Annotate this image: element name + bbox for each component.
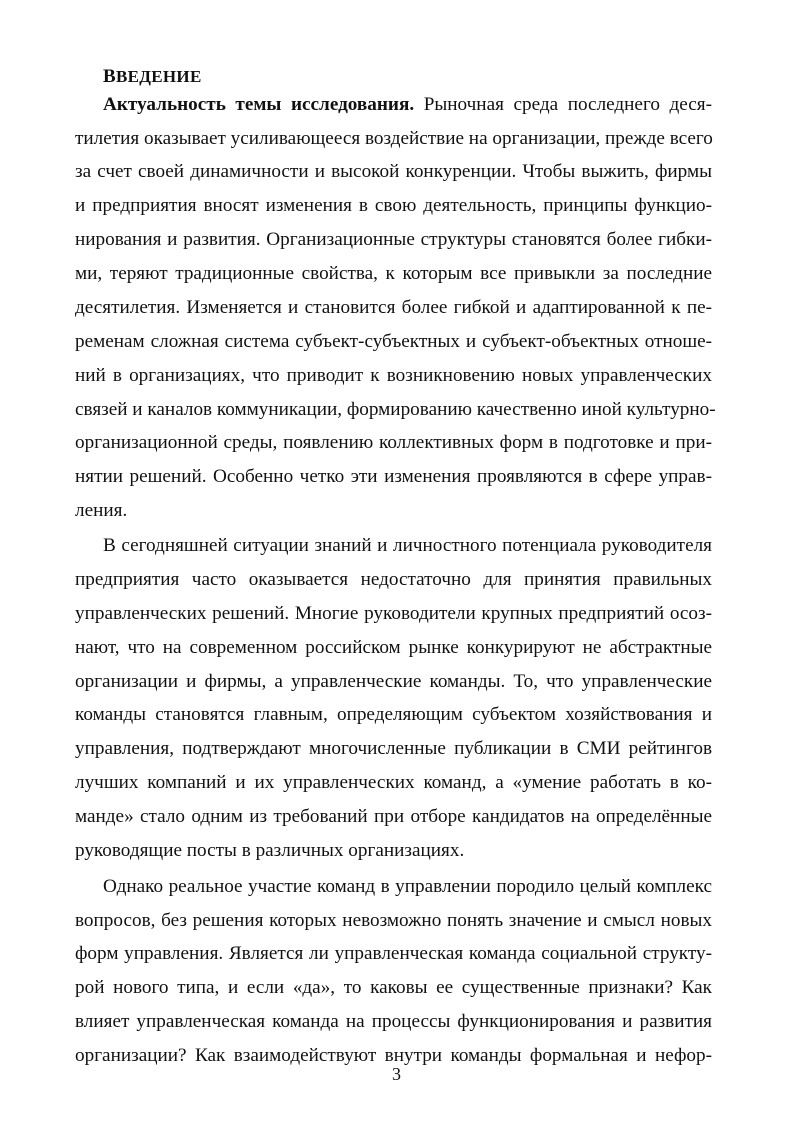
paragraph-2-line: предприятия часто оказывается недостаточно для принятия правильных bbox=[75, 569, 712, 590]
paragraph-1-line: связей и каналов коммуникации, формированию качественно иной культурно- bbox=[75, 399, 716, 420]
paragraph-2-line: управления, подтверждают многочисленные публикации в СМИ рейтингов bbox=[75, 738, 712, 759]
heading-rest: ВЕДЕНИЕ bbox=[115, 67, 202, 86]
paragraph-2-line: нают, что на современном российском рынке конкурируют не абстрактные bbox=[75, 637, 712, 658]
paragraph-1-line: ний в организациях, что приводит к возникновению новых управленческих bbox=[75, 365, 712, 386]
lead-in: Актуальность темы исследования. bbox=[103, 94, 415, 115]
paragraph-3-line: рой нового типа, и если «да», то каковы ее существенные признаки? Как bbox=[75, 977, 712, 998]
paragraph-2-line: манде» стало одним из требований при отборе кандидатов на определённые bbox=[75, 806, 712, 827]
paragraph-1-line: ления. bbox=[75, 500, 128, 521]
paragraph-1-text: Рыночная среда последнего деся- bbox=[414, 94, 712, 115]
paragraph-1-line: нятии решений. Особенно четко эти изменения проявляются в сфере управ- bbox=[75, 466, 712, 487]
paragraph-2-line: В сегодняшней ситуации знаний и личностного потенциала руководителя bbox=[103, 535, 712, 556]
heading-initial: В bbox=[103, 66, 116, 87]
paragraph-3-line: влияет управленческая команда на процессы функционирования и развития bbox=[75, 1011, 712, 1032]
paragraph-3-line: вопросов, без решения которых невозможно понять значение и смысл новых bbox=[75, 910, 712, 931]
paragraph-1-line: за счет своей динамичности и высокой конкуренции. Чтобы выжить, фирмы bbox=[75, 161, 712, 182]
page-number: 3 bbox=[392, 1064, 401, 1084]
paragraph-2-line: управленческих решений. Многие руководители крупных предприятий осоз- bbox=[75, 603, 712, 624]
paragraph-1-line: десятилетия. Изменяется и становится более гибкой и адаптированной к пе- bbox=[75, 297, 712, 318]
paragraph-2-line: руководящие посты в различных организациях. bbox=[75, 840, 465, 861]
paragraph-1-line: тилетия оказывает усиливающееся воздействие на организации, прежде всего bbox=[75, 128, 713, 149]
paragraph-1-line: и предприятия вносят изменения в свою деятельность, принципы функцио- bbox=[75, 195, 712, 216]
paragraph-3-line: форм управления. Является ли управленческая команда социальной структу- bbox=[75, 943, 712, 964]
paragraph-1-line: организационной среды, появлению коллективных форм в подготовке и при- bbox=[75, 432, 712, 453]
paragraph-2-line: организации и фирмы, а управленческие команды. То, что управленческие bbox=[75, 671, 712, 692]
section-heading bbox=[103, 65, 202, 89]
paragraph-1-line: ми, теряют традиционные свойства, к которым все привыкли за последние bbox=[75, 263, 712, 284]
paragraph-3-line: организации? Как взаимодействуют внутри команды формальная и нефор- bbox=[75, 1045, 712, 1066]
paragraph-3-line: Однако реальное участие команд в управлении породило целый комплекс bbox=[103, 876, 712, 897]
paragraph-2-line: команды становятся главным, определяющим субъектом хозяйствования и bbox=[75, 704, 712, 725]
paragraph-1-line: ременам сложная система субъект-субъектных и субъект-объектных отноше- bbox=[75, 331, 712, 352]
paragraph-1-line: нирования и развития. Организационные структуры становятся более гибки- bbox=[75, 229, 712, 250]
paragraph-1-line-1 bbox=[75, 93, 712, 117]
paragraph-2-line: лучших компаний и их управленческих команд, а «умение работать в ко- bbox=[75, 772, 712, 793]
